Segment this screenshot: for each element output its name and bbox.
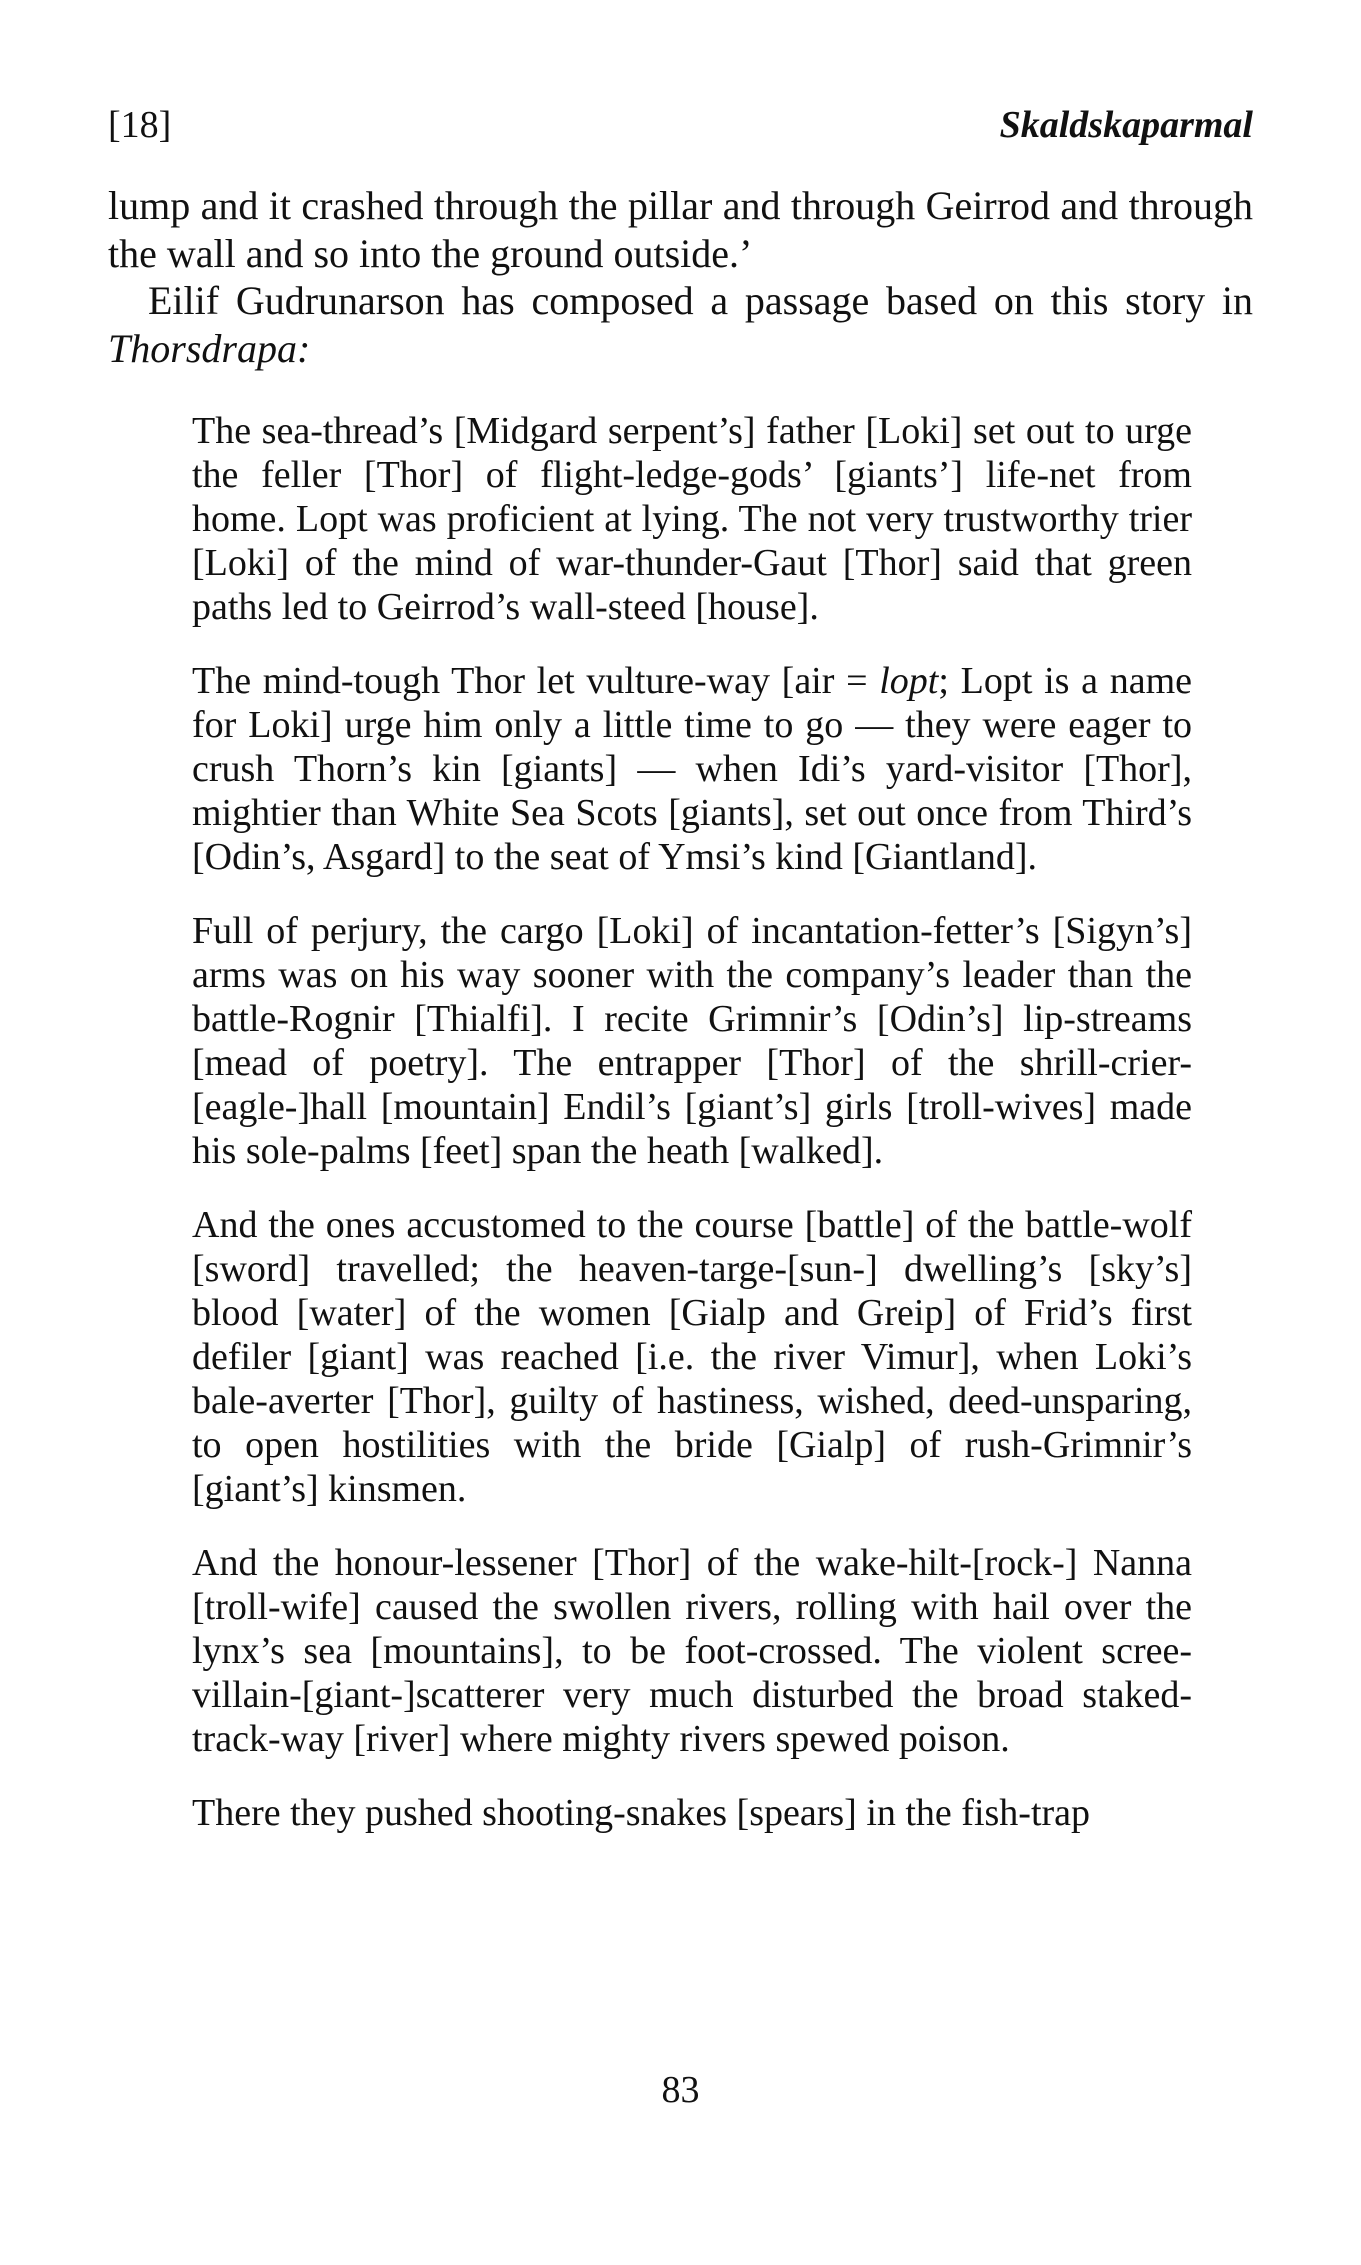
page-number: 83 <box>661 2069 700 2111</box>
verse-stanza-2 <box>192 659 1192 879</box>
work-title: Thorsdrapa: <box>108 325 311 371</box>
verse-quotation <box>192 409 1192 1865</box>
prose-paragraph-2-text: Eilif Gudrunarson has composed a passage based on this story in <box>148 278 1253 323</box>
verse-stanza-5: And the honour-lessener [Thor] of the wake-hilt-[rock-] Nanna [troll-wife] caused the swollen rivers, rolling with hail over the lynx’s sea [mountains], to be foot-crossed. The violent scree-villain-[giant-]scatterer very much disturbed the broad staked-track-way [river] where mighty rivers spewed poison. <box>192 1542 1192 1760</box>
verse-stanza-1: The sea-thread’s [Midgard serpent’s] father [Loki] set out to urge the feller [Thor] of flight-ledge-gods’ [giants’] life-net from home. Lopt was proficient at lying. The not very trustworthy trier [Loki] of the mind of war-thunder-Gaut [Thor] said that green paths led to Geirrod’s wall-steed [house]. <box>192 410 1192 628</box>
prose-paragraph-1: lump and it crashed through the pillar and through Geirrod and through the wall and so into the ground outside.’ <box>108 183 1253 276</box>
section-title: Skaldskaparmal <box>999 104 1253 146</box>
chapter-reference: [18] <box>108 104 172 146</box>
verse-stanza-2-part-b: ; Lopt is a name for Loki] urge him only a little time to go — they were eager to crush Thorn’s kin [giants] — when Idi’s yard-visitor [Thor], mightier than White Sea Scots [giants], set out once from Third’s [Odin’s, Asgard] to the seat of Ymsi’s kind [Giantland]. <box>192 660 1192 878</box>
prose-paragraph-2 <box>108 277 1253 372</box>
verse-stanza-4: And the ones accustomed to the course [battle] of the battle-wolf [sword] travelled; the heaven-targe-[sun-] dwelling’s [sky’s] blood [water] of the women [Gialp and Greip] of Frid’s first defiler [giant] was reached [i.e. the river Vimur], when Loki’s bale-averter [Thor], guilty of hastiness, wished, deed-unsparing, to open hostilities with the bride [Gialp] of rush-Grimnir’s [giant’s] kinsmen. <box>192 1204 1192 1510</box>
prose-block <box>108 182 1253 372</box>
verse-stanza-2-part-a: The mind-tough Thor let vulture-way [air = <box>192 660 880 702</box>
verse-stanza-2-italic: lopt <box>879 660 939 702</box>
verse-stanza-3: Full of perjury, the cargo [Loki] of incantation-fetter’s [Sigyn’s] arms was on his way sooner with the company’s leader than the battle-Rognir [Thialfi]. I recite Grimnir’s [Odin’s] lip-streams [mead of poetry]. The entrapper [Thor] of the shrill-crier-[eagle-]hall [mountain] Endil’s [giant’s] girls [troll-wives] made his sole-palms [feet] span the heath [walked]. <box>192 910 1192 1172</box>
verse-stanza-6: There they pushed shooting-snakes [spears] in the fish-trap <box>192 1792 1091 1834</box>
